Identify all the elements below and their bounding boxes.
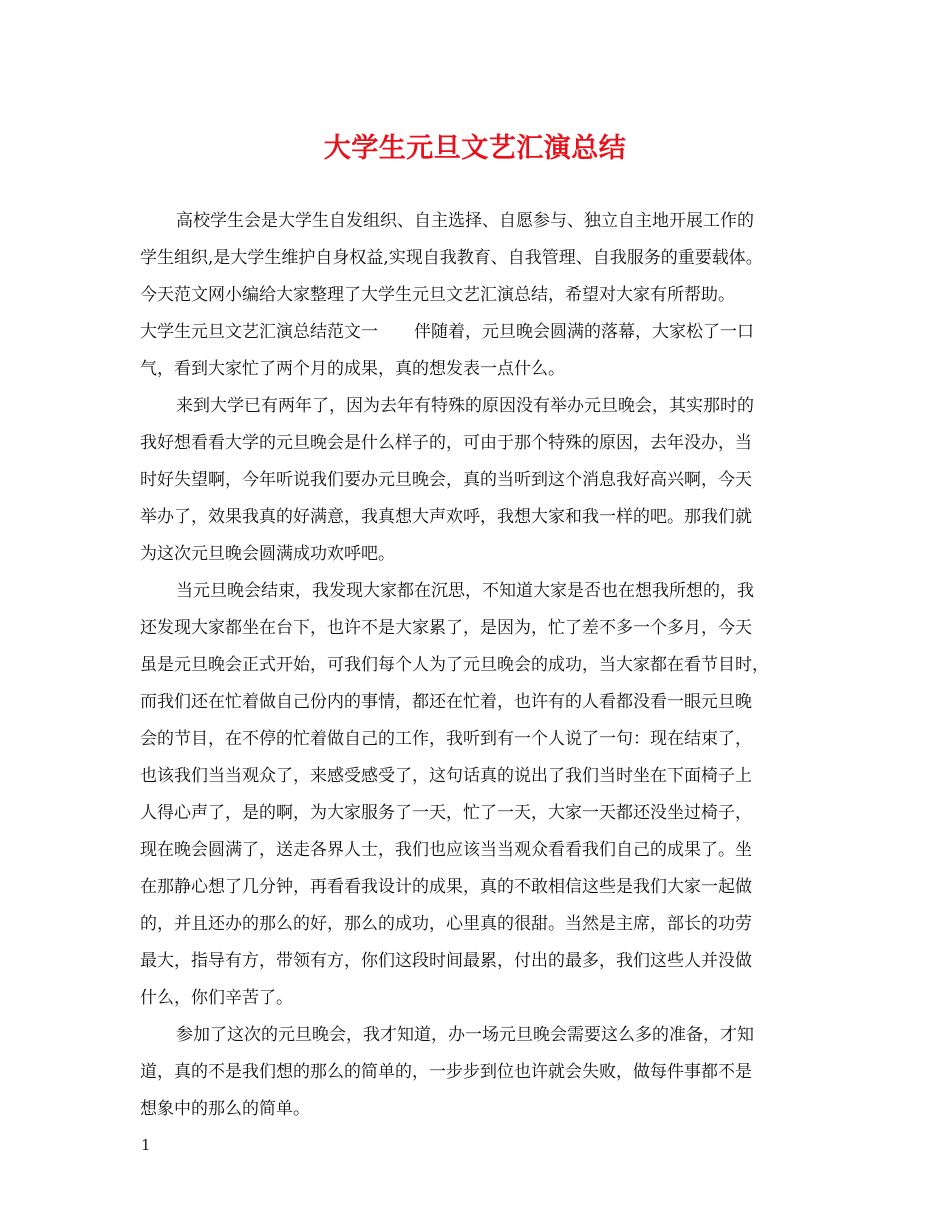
paragraph-line: 想象中的那么的简单。 [140,1099,310,1119]
paragraph-line: 现在晚会圆满了，送走各界人士，我们也应该当当观众看看我们自己的成果了。坐 [140,840,752,860]
paragraph-line: 会的节目，在不停的忙着做自己的工作，我听到有一个人说了一句：现在结束了， [140,729,752,749]
section-heading: 大学生元旦文艺汇演总结范文一 [140,322,378,342]
paragraph-line: 人得心声了，是的啊，为大家服务了一天，忙了一天，大家一天都还没坐过椅子， [140,803,752,823]
paragraph-line: 道，真的不是我们想的那么的简单的，一步步到位也许就会失败，做每件事都不是 [140,1062,752,1082]
paragraph-line [140,314,830,351]
page-number: 1 [141,1136,151,1154]
paragraph-line: 举办了，效果我真的好满意，我真想大声欢呼，我想大家和我一样的吧。那我们就 [140,507,752,527]
paragraph-line: 在那静心想了几分钟，再看看我设计的成果，真的不敢相信这些是我们大家一起做 [140,877,752,897]
paragraph-line: 来到大学已有两年了，因为去年有特殊的原因没有举办元旦晚会，其实那时的 [176,396,754,416]
paragraph-line: 的，并且还办的那么的好，那么的成功，心里真的很甜。当然是主席，部长的功劳 [140,914,752,934]
paragraph-line: 今天范文网小编给大家整理了大学生元旦文艺汇演总结，希望对大家有所帮助。 [140,285,735,305]
document-body [140,203,830,1128]
paragraph-line: 气，看到大家忙了两个月的成果，真的想发表一点什么。 [140,359,565,379]
paragraph-line: 还发现大家都坐在台下，也许不是大家累了，是因为，忙了差不多一个多月，今天 [140,618,752,638]
paragraph-line: 参加了这次的元旦晚会，我才知道，办一场元旦晚会需要这么多的准备，才知 [176,1025,754,1045]
paragraph-line: 也该我们当当观众了，来感受感受了，这句话真的说出了我们当时坐在下面椅子上 [140,766,752,786]
paragraph-line: 为这次元旦晚会圆满成功欢呼吧。 [140,544,395,564]
paragraph-line: 时好失望啊，今年听说我们要办元旦晚会，真的当听到这个消息我好高兴啊，今天 [140,470,752,490]
paragraph-line: 而我们还在忙着做自己份内的事情，都还在忙着，也许有的人看都没看一眼元旦晚 [140,692,752,712]
paragraph-line: 高校学生会是大学生自发组织、自主选择、自愿参与、独立自主地开展工作的 [176,211,754,231]
paragraph-line: 我好想看看大学的元旦晚会是什么样子的，可由于那个特殊的原因，去年没办，当 [140,433,752,453]
paragraph-line: 什么，你们辛苦了。 [140,988,293,1008]
paragraph-line: 最大，指导有方，带领有方，你们这段时间最累，付出的最多，我们这些人并没做 [140,951,752,971]
document-title: 大学生元旦文艺汇演总结 [323,133,627,164]
paragraph-line: 学生组织,是大学生维护自身权益,实现自我教育、自我管理、自我服务的重要载体。 [140,248,763,268]
paragraph-line: 当元旦晚会结束，我发现大家都在沉思，不知道大家是否也在想我所想的，我 [176,581,754,601]
paragraph-text: 伴随着，元旦晚会圆满的落幕，大家松了一口 [414,322,754,342]
paragraph-line: 虽是元旦晚会正式开始，可我们每个人为了元旦晚会的成功，当大家都在看节目时， [140,655,769,675]
